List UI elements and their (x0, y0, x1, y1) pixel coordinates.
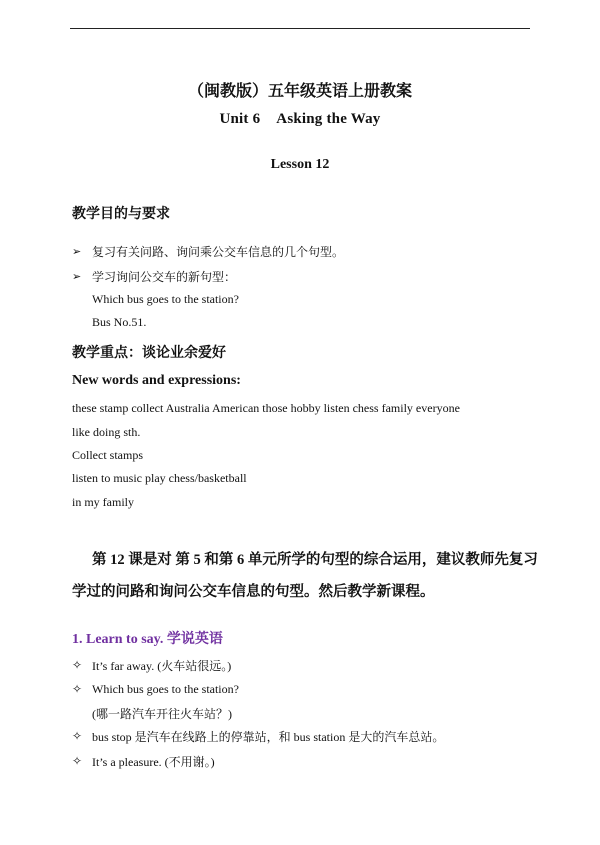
document-title: （闽教版）五年级英语上册教案 (187, 83, 412, 100)
objective-item (72, 243, 344, 260)
objective-item (72, 268, 236, 285)
unit-number: Unit 6 (219, 111, 261, 127)
unit-name: Asking the Way (276, 111, 381, 127)
example-sentence: Which bus goes to the station? (92, 292, 239, 306)
diamond-bullet-icon: ✧ (72, 729, 83, 743)
section-item (72, 657, 231, 674)
arrow-bullet-icon: ➢ (72, 271, 82, 283)
lesson-title: Lesson 12 (270, 157, 330, 172)
vocab-line: like doing sth. (72, 425, 141, 439)
vocab-heading: New words and expressions: (72, 373, 241, 388)
vocab-line: these stamp collect Australia American those hobby listen chess family everyone (72, 401, 460, 415)
objective-text: 复习有关问路、询问乘公交车信息的几个句型。 (92, 245, 345, 259)
section-item-translation: (哪一路汽车开往火车站？) (92, 707, 232, 721)
focus-heading: 教学重点：谈论业余爱好 (72, 346, 226, 361)
diamond-bullet-icon: ✧ (72, 658, 83, 672)
unit-title (0, 111, 600, 128)
section-item-text: It’s far away. (火车站很远。) (92, 659, 232, 673)
vocab-line: Collect stamps (72, 448, 143, 462)
objectives-heading: 教学目的与要求 (72, 207, 170, 222)
vocab-line: listen to music play chess/basketball (72, 471, 247, 485)
section-item-text: It’s a pleasure. (不用谢。) (92, 755, 215, 769)
diamond-bullet-icon: ✧ (72, 754, 83, 768)
section-item-text: Which bus goes to the station? (92, 682, 239, 696)
section-item (72, 753, 215, 770)
diamond-bullet-icon: ✧ (72, 682, 83, 696)
section-heading: 1. Learn to say. 学说英语 (72, 632, 223, 647)
section-item (72, 682, 239, 697)
header-rule (70, 28, 530, 29)
example-sentence: Bus No.51. (92, 315, 147, 329)
objective-text: 学习询问公交车的新句型： (92, 270, 237, 284)
intro-paragraph: 第 12 课是对 第 5 和第 6 单元所学的句型的综合运用，建议教师先复习学过的问路和询问公交车信息的句型。然后教学新课程。 (72, 552, 538, 600)
vocab-line: in my family (72, 495, 134, 509)
section-item (72, 728, 444, 745)
section-item-text: bus stop 是汽车在线路上的停靠站，和 bus station 是大的汽车总站。 (92, 730, 445, 744)
arrow-bullet-icon: ➢ (72, 246, 82, 258)
